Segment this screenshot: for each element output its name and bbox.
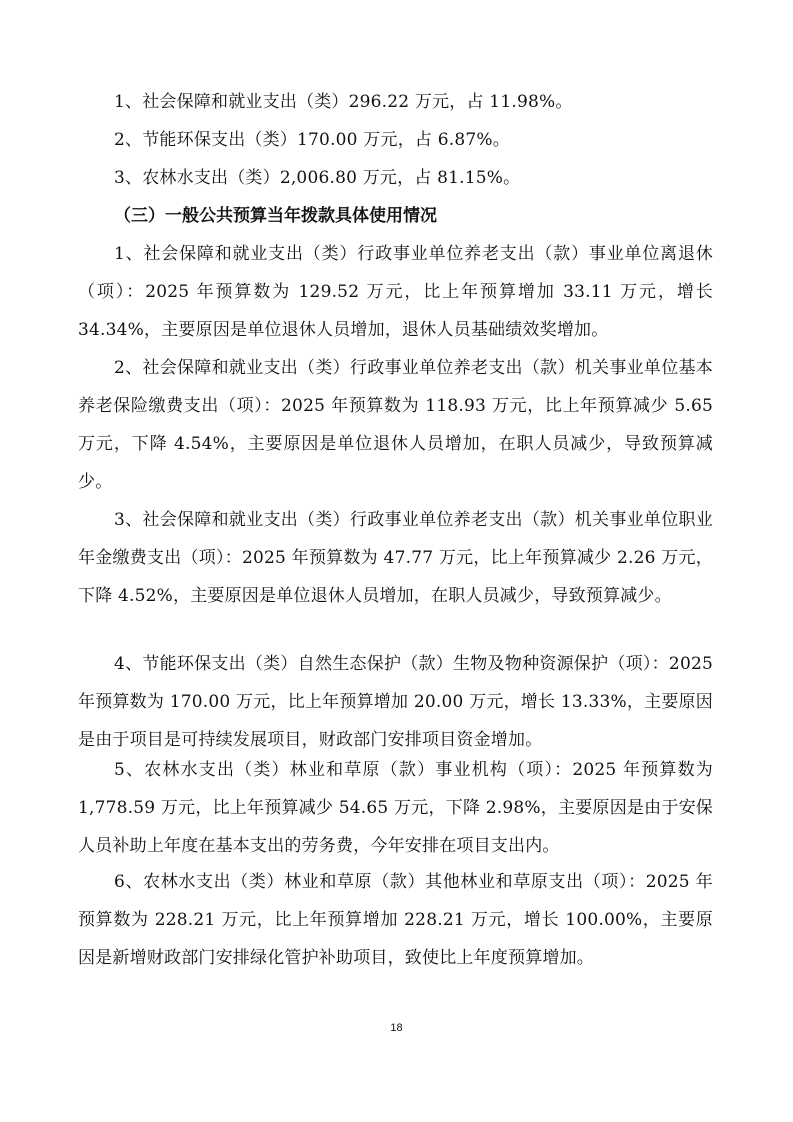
page-number: 18 xyxy=(390,1022,403,1034)
paragraph-pension-insurance: 2、社会保障和就业支出（类）行政事业单位养老支出（款）机关事业单位基本养老保险缴费支出（项）：2025 年预算数为 118.93 万元，比上年预算减少 5.65 万元，下降 4.54%，主要原因是单位退休人员增加，在职人员减少，导致预算减少。 xyxy=(78,358,713,492)
paragraph-retirement: 1、社会保障和就业支出（类）行政事业单位养老支出（款）事业单位离退休（项）：2025 年预算数为 129.52 万元，比上年预算增加 33.11 万元，增长 34.34%，主要原因是单位退休人员增加，退休人员基础绩效奖增加。 xyxy=(78,244,713,340)
summary-item-social-security: 1、社会保障和就业支出（类）296.22 万元，占 11.98%。 xyxy=(114,92,573,112)
paragraph-occupational-annuity: 3、社会保障和就业支出（类）行政事业单位养老支出（款）机关事业单位职业年金缴费支出（项）：2025 年预算数为 47.77 万元，比上年预算减少 2.26 万元，下降 4.52%，主要原因是单位退休人员增加，在职人员减少，导致预算减少。 xyxy=(78,510,713,606)
paragraph-forestry-institutions: 5、农林水支出（类）林业和草原（款）事业机构（项）：2025 年预算数为 1,778.59 万元，比上年预算减少 54.65 万元，下降 2.98%，主要原因是由于安保人员补助上年度在基本支出的劳务费，今年安排在项目支出内。 xyxy=(78,760,713,856)
summary-item-agriculture: 3、农林水支出（类）2,006.80 万元，占 81.15%。 xyxy=(114,168,521,188)
section-heading: （三）一般公共预算当年拨款具体使用情况 xyxy=(114,206,437,226)
paragraph-other-forestry: 6、农林水支出（类）林业和草原（款）其他林业和草原支出（项）：2025 年预算数为 228.21 万元，比上年预算增加 228.21 万元，增长 100.00%，主要原因是新增财政部门安排绿化管护补助项目，致使比上年度预算增加。 xyxy=(78,872,713,968)
summary-item-energy-environment: 2、节能环保支出（类）170.00 万元，占 6.87%。 xyxy=(114,130,510,150)
paragraph-species-protection: 4、节能环保支出（类）自然生态保护（款）生物及物种资源保护（项）：2025 年预算数为 170.00 万元，比上年预算增加 20.00 万元，增长 13.33%，主要原因是由于项目是可持续发展项目，财政部门安排项目资金增加。 xyxy=(78,654,713,750)
